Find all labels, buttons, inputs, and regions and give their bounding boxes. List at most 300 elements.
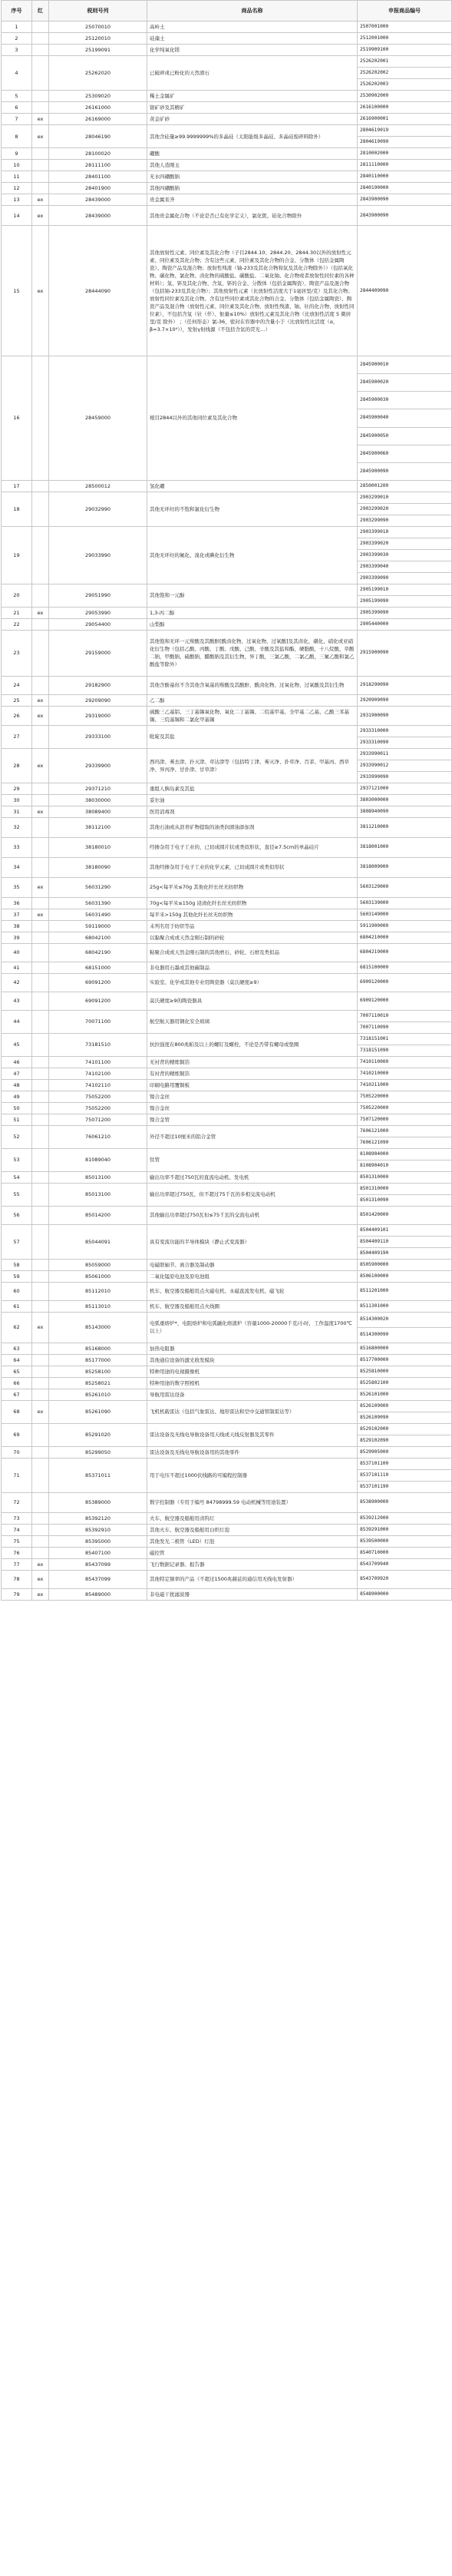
cell-mark: ex [32,194,49,206]
cell-declare-code: 5911900000 [358,920,452,932]
cell-declare-code: 8511301000 [358,1300,452,1312]
cell-goods-name: 雷达设备及无线电导航设备用天线或天线反射器及其零件 [147,1423,358,1446]
cell-tariff: 74102100 [49,1068,147,1079]
cell-seq: 45 [2,1033,32,1056]
cell-declare-code: 8543709940 [358,1558,452,1570]
cell-seq: 1 [2,22,32,33]
table-row [2,1010,452,1021]
table-row [2,148,452,160]
cell-goods-name: 氢化硼 [147,480,358,492]
table-row [2,897,452,909]
cell-declare-code: 2850001200 [358,480,452,492]
cell-seq: 23 [2,630,32,676]
cell-declare-code: 2616900001 [358,114,452,125]
cell-tariff: 85407100 [49,1547,147,1558]
cell-tariff: 25120010 [49,33,147,45]
table-row [2,1354,452,1366]
cell-mark [32,1492,49,1512]
cell-declare-code: 2804619019 [358,125,452,137]
cell-mark [32,1423,49,1446]
table-row [2,783,452,794]
cell-seq: 55 [2,1183,32,1206]
table-row [2,1512,452,1524]
table-row [2,171,452,183]
cell-mark [32,1300,49,1312]
cell-goods-name: 黄金矿砂 [147,114,358,125]
table-row [2,1282,452,1300]
cell-declare-code: 2933310090 [358,737,452,748]
cell-mark [32,160,49,171]
cell-tariff: 75052200 [49,1091,147,1102]
cell-tariff: 85044091 [49,1224,147,1259]
cell-goods-name: 吡啶及其盐 [147,725,358,748]
cell-declare-code: 2903399040 [358,561,452,572]
cell-tariff: 38180010 [49,837,147,857]
cell-tariff: 85489000 [49,1588,147,1600]
table-row [2,1079,452,1091]
cell-goods-name: 1,3-丙二醇 [147,607,358,618]
cell-tariff: 29159000 [49,630,147,676]
cell-seq: 57 [2,1224,32,1259]
cell-tariff: 29051990 [49,584,147,607]
cell-seq: 17 [2,480,32,492]
cell-seq: 39 [2,932,32,943]
cell-seq: 74 [2,1524,32,1535]
cell-mark: ex [32,806,49,817]
cell-mark [32,1183,49,1206]
cell-seq: 28 [2,748,32,783]
cell-goods-name: 其他人造刚玉 [147,160,358,171]
cell-mark [32,1354,49,1366]
cell-tariff: 29319000 [49,706,147,725]
cell-seq: 66 [2,1377,32,1389]
cell-goods-name: 电磁联轴节、离合器及制动器 [147,1259,358,1270]
cell-goods-name: 其他输出功率超过750瓦但≤75千瓦的交流电动机 [147,1206,358,1224]
cell-declare-code: 7505220000 [358,1102,452,1114]
cell-declare-code: 8501420000 [358,1206,452,1224]
cell-seq: 56 [2,1206,32,1224]
cell-goods-name: 其他通信设备的激光收发模块 [147,1354,358,1366]
cell-declare-code: 2512001000 [358,33,452,45]
cell-seq: 40 [2,943,32,962]
cell-tariff: 68151000 [49,962,147,973]
cell-tariff: 85112010 [49,1282,147,1300]
table-row [2,160,452,171]
table-row [2,962,452,973]
cell-mark: ex [32,1588,49,1600]
cell-tariff: 28111100 [49,160,147,171]
goods-table [1,0,452,1601]
cell-goods-name: 70g<每平米≤150g 浸渍化纤长丝无纺织物 [147,897,358,909]
table-row [2,1535,452,1547]
table-row [2,1102,452,1114]
cell-goods-name: 其他饱和一元醇 [147,584,358,607]
cell-declare-code: 5603139000 [358,897,452,909]
cell-goods-name: 其他含硅量≥99.9999999%的多晶硅（太阳能级多晶硅、多晶硅废碎料除外） [147,125,358,148]
cell-mark [32,1125,49,1148]
cell-declare-code: 2616100000 [358,102,452,114]
cell-mark [32,148,49,160]
cell-declare-code: 8108904000 [358,1148,452,1160]
cell-mark [32,45,49,56]
cell-seq: 11 [2,171,32,183]
cell-mark: ex [32,114,49,125]
cell-goods-name: 飞机机载雷达（包括气象雷达、地形雷达和空中交通管制雷达等） [147,1400,358,1423]
cell-declare-code: 8505900000 [358,1259,452,1270]
cell-seq: 7 [2,114,32,125]
cell-goods-name: 有衬背的精炼铜箔 [147,1068,358,1079]
table-row [2,992,452,1010]
table-row [2,1091,452,1102]
cell-goods-name: 山梨醇 [147,618,358,630]
table-row [2,607,452,618]
cell-goods-name: 磁控管 [147,1547,358,1558]
cell-goods-name: 印刷电路用覆铜板 [147,1079,358,1091]
cell-tariff: 85143000 [49,1312,147,1343]
cell-seq: 5 [2,91,32,102]
cell-tariff: 38030000 [49,794,147,806]
table-row [2,1171,452,1183]
cell-mark: ex [32,694,49,706]
cell-mark [32,22,49,33]
cell-declare-code: 8539500000 [358,1535,452,1547]
table-row [2,1148,452,1160]
cell-declare-code: 8516800000 [358,1343,452,1354]
table-row [2,1400,452,1412]
cell-seq: 33 [2,837,32,857]
table-row [2,1312,452,1327]
cell-seq: 20 [2,584,32,607]
cell-mark [32,1068,49,1079]
cell-seq: 19 [2,526,32,584]
cell-declare-code: 8529102000 [358,1423,452,1435]
cell-goods-name: 二氧化锰原电池及原电池组 [147,1270,358,1282]
cell-mark [32,932,49,943]
cell-tariff: 85258021 [49,1377,147,1389]
table-row [2,909,452,920]
cell-tariff: 68042100 [49,932,147,943]
cell-declare-code: 2905399090 [358,607,452,618]
cell-declare-code: 2905199090 [358,595,452,607]
cell-tariff: 69091200 [49,973,147,992]
cell-tariff: 29333100 [49,725,147,748]
cell-goods-name: 其他放射性元素、同位素及其化合物（子目2844.10、2844.20、2844.30以外的放射性元素、同位素及其化合物；含有这些元素、同位素及其化合物的合金、分散体（包括金属陶瓷）、陶瓷产品及混合物；放射性残渣（铀-233及其化合物和氚及其化合物除外））（包括氧化物、碳化物、氯化物、卤化物的硫酸盐、碳酸盐、二氧化铀、化合物或者放射性同位素的各种材料）；氚、钚及其化合物、含氚、钚的合金、分散体（包括金属陶瓷）、陶瓷产品及混合物（包括铀-233及其化合物）；其他放射性元素（比放射性活度大于1毫居里/克）及其化合物；放射性同位素及其化合物、含有这些同位素或其化合物的合金、分散体（包括金属陶瓷）、陶瓷产品及混合物（放射性元素、同位素及其化合物、放射性残渣、铀、钍的化合物、放射性同位素），不包括含氚（钍（仟）、钷量≤10%）放射性元素及其化合物（比放射性活度 5 微居里/克 除外） ；（任何形态）氯-36，密封在容器中的含量小于（比放射性比活度（α，β=3.7×10⁴）），发射γ射线源（不包括含氚的荧光…） [147,226,358,356]
table-row [2,33,452,45]
table-row [2,1570,452,1588]
table-row [2,584,452,595]
cell-declare-code: 8501310000 [358,1183,452,1194]
cell-tariff: 85389000 [49,1492,147,1512]
cell-declare-code: 2845900060 [358,445,452,462]
cell-declare-code: 6804210000 [358,932,452,943]
cell-mark [32,943,49,962]
cell-declare-code: 8517700000 [358,1354,452,1366]
cell-goods-name: 西玛津、莠去津、扑灭津、草达津等（包括特丁津、莠灭净、扑草净、百菲、甲基丙、西草净、异丙净、甘扑津、甘草津） [147,748,358,783]
cell-seq: 77 [2,1558,32,1570]
table-row [2,125,452,137]
cell-goods-name: 镍合金管 [147,1114,358,1125]
cell-goods-name: 其他贵金属化合物（不论是否已有化学定义），氯化铌、铂化合物除外 [147,206,358,226]
cell-declare-code: 2507001000 [358,22,452,33]
table-row [2,806,452,817]
cell-declare-code: 3811210000 [358,817,452,837]
cell-seq: 38 [2,920,32,932]
cell-mark [32,962,49,973]
cell-seq: 75 [2,1535,32,1547]
cell-mark [32,920,49,932]
table-row [2,1300,452,1312]
table-row [2,91,452,102]
cell-goods-name: 火车、航空器及船舶用卤钨灯 [147,1512,358,1524]
cell-mark [32,1056,49,1068]
header-goods-name: 商品名称 [147,1,358,22]
cell-goods-name: 硫酸三乙基铝、三丁基锡氧化物、氧化二丁基锡、二烷基甲基、全甲基二乙基、乙酸三苯基锡、三烷基锡和二氯化甲基锡 [147,706,358,725]
cell-tariff: 28401100 [49,171,147,183]
cell-tariff: 56031490 [49,909,147,920]
cell-mark [32,1102,49,1114]
cell-goods-name: 钛管 [147,1148,358,1171]
cell-declare-code: 8514300020 [358,1312,452,1327]
cell-tariff: 56031290 [49,877,147,897]
cell-declare-code: 8525802100 [358,1377,452,1389]
cell-goods-name: 其他四硼酸钠 [147,183,358,194]
cell-mark: ex [32,1312,49,1343]
cell-seq: 34 [2,857,32,877]
cell-seq: 50 [2,1102,32,1114]
cell-declare-code: 7318151090 [358,1045,452,1056]
cell-declare-code: 2903399090 [358,572,452,584]
table-row [2,1259,452,1270]
cell-declare-code: 2920909090 [358,694,452,706]
cell-tariff: 85113010 [49,1300,147,1312]
cell-tariff: 85395000 [49,1535,147,1547]
cell-declare-code: 2530902000 [358,91,452,102]
cell-seq: 30 [2,794,32,806]
cell-declare-code: 3808940090 [358,806,452,817]
cell-seq: 58 [2,1259,32,1270]
cell-mark [32,91,49,102]
cell-declare-code: 8506100000 [358,1270,452,1282]
table-row [2,56,452,68]
cell-mark [32,183,49,194]
cell-mark [32,817,49,837]
cell-seq: 44 [2,1010,32,1033]
cell-mark [32,837,49,857]
cell-seq: 8 [2,125,32,148]
table-header [2,1,452,22]
cell-seq: 53 [2,1148,32,1171]
header-tariff: 税则号列 [49,1,147,22]
cell-seq: 6 [2,102,32,114]
cell-mark [32,897,49,909]
cell-declare-code: 7410110000 [358,1056,452,1068]
table-row [2,1114,452,1125]
table-row [2,206,452,226]
cell-goods-name: 未列名用于纺织等品 [147,920,358,932]
cell-goods-name: 根目2844以外的其他同位素及其化合物 [147,356,358,481]
cell-tariff: 85177000 [49,1354,147,1366]
cell-declare-code: 7606121090 [358,1137,452,1148]
table-row [2,932,452,943]
cell-tariff: 75052200 [49,1102,147,1114]
cell-goods-name: 实验室、化学或其他专业用陶瓷器（莫氏硬度≥9） [147,973,358,992]
cell-mark [32,1366,49,1377]
cell-tariff: 56031390 [49,897,147,909]
cell-tariff: 29339900 [49,748,147,783]
cell-declare-code: 2903399030 [358,549,452,561]
cell-goods-name: 医用消毒剂 [147,806,358,817]
cell-tariff: 28046190 [49,125,147,148]
cell-seq: 59 [2,1270,32,1282]
cell-tariff: 85061000 [49,1270,147,1282]
cell-tariff: 85014200 [49,1206,147,1224]
table-row [2,837,452,857]
table-row [2,226,452,356]
cell-goods-name: 雷达设备及无线电导航设备用的其他零件 [147,1446,358,1458]
cell-mark [32,1377,49,1389]
cell-seq: 4 [2,56,32,91]
cell-declare-code: 2840190000 [358,183,452,194]
table-row [2,492,452,503]
cell-seq: 68 [2,1400,32,1423]
cell-seq: 26 [2,706,32,725]
cell-declare-code: 8529102090 [358,1435,452,1446]
cell-mark [32,618,49,630]
cell-goods-name: 其他火车、航空器及船舶用白炽灯泡 [147,1524,358,1535]
cell-seq: 43 [2,992,32,1010]
cell-seq: 42 [2,973,32,992]
cell-declare-code: 2915900090 [358,630,452,676]
cell-seq: 31 [2,806,32,817]
cell-tariff: 28439000 [49,194,147,206]
cell-seq: 24 [2,676,32,694]
cell-mark [32,783,49,794]
cell-goods-name: 其他无环烃的氟化、溴化或碘化衍生物 [147,526,358,584]
cell-mark [32,725,49,748]
cell-declare-code: 2526202002 [358,68,452,79]
cell-seq: 78 [2,1570,32,1588]
cell-seq: 13 [2,194,32,206]
cell-declare-code: 2845900030 [358,392,452,409]
cell-goods-name: 其他无环烃的不饱和氯化衍生物 [147,492,358,526]
table-row [2,480,452,492]
cell-declare-code: 8540710000 [358,1547,452,1558]
cell-goods-name: 粘聚合成或天然金刚石制的其他磨石、砂轮、石磨及类似品 [147,943,358,962]
table-row [2,22,452,33]
table-row [2,676,452,694]
cell-declare-code: 8537101110 [358,1469,452,1481]
cell-tariff: 85059000 [49,1259,147,1270]
cell-tariff: 25199091 [49,45,147,56]
cell-goods-name: 电弧重熔炉*、电阻熔炉和电弧融化熔渣炉（容量1000-20000千克/小时，工作温度1700℃以上） [147,1312,358,1343]
cell-seq: 51 [2,1114,32,1125]
cell-mark [32,171,49,183]
cell-tariff: 73181510 [49,1033,147,1056]
cell-tariff: 85258100 [49,1366,147,1377]
table-row [2,1446,452,1458]
cell-declare-code: 8537101190 [358,1481,452,1492]
cell-tariff: 69091200 [49,992,147,1010]
cell-mark [32,1458,49,1492]
cell-declare-code: 6804219000 [358,943,452,962]
table-row [2,114,452,125]
table-row [2,1492,452,1512]
cell-goods-name: 无衬背的精炼铜箔 [147,1056,358,1068]
cell-seq: 64 [2,1354,32,1366]
table-row [2,1125,452,1137]
table-row [2,857,452,877]
table-row [2,920,452,932]
cell-seq: 25 [2,694,32,706]
cell-seq: 18 [2,492,32,526]
table-row [2,706,452,725]
cell-seq: 12 [2,183,32,194]
cell-tariff: 85291020 [49,1423,147,1446]
cell-declare-code: 7410210000 [358,1068,452,1079]
cell-declare-code: 8539291000 [358,1524,452,1535]
cell-mark: ex [32,1400,49,1423]
cell-goods-name: 输出功率不超过750瓦的直流电动机、发电机 [147,1171,358,1183]
cell-goods-name: 每平米>150g 其他化纤长丝无纺织物 [147,909,358,920]
cell-tariff: 28100020 [49,148,147,160]
cell-mark [32,33,49,45]
cell-mark: ex [32,607,49,618]
cell-goods-name: 化学纯氧化镁 [147,45,358,56]
cell-declare-code: 6909120000 [358,992,452,1010]
cell-mark [32,1524,49,1535]
cell-goods-name: 导航用雷达设备 [147,1389,358,1400]
cell-tariff: 28401900 [49,183,147,194]
cell-tariff: 29054400 [49,618,147,630]
cell-seq: 29 [2,783,32,794]
cell-seq: 70 [2,1446,32,1458]
cell-goods-name: 经掺杂用于电子工业的，已切成圆片状或类似形状，直径≥7.5cm的单晶硅片 [147,837,358,857]
cell-mark [32,1259,49,1270]
cell-declare-code: 5603129000 [358,877,452,897]
cell-declare-code: 7007110090 [358,1021,452,1033]
cell-seq: 79 [2,1588,32,1600]
table-row [2,1547,452,1558]
cell-tariff: 81089040 [49,1148,147,1171]
cell-tariff: 38112100 [49,817,147,837]
table-row [2,618,452,630]
table-row [2,1343,452,1354]
cell-declare-code: 2843900090 [358,206,452,226]
cell-tariff: 85168000 [49,1343,147,1354]
cell-seq: 36 [2,897,32,909]
cell-declare-code: 2903299010 [358,492,452,503]
cell-declare-code: 8525810000 [358,1366,452,1377]
cell-tariff: 25262020 [49,56,147,91]
cell-declare-code: 2903299090 [358,515,452,526]
cell-goods-name: 硅藻土 [147,33,358,45]
cell-tariff: 74101100 [49,1056,147,1068]
table-row [2,1206,452,1224]
cell-tariff: 85392910 [49,1524,147,1535]
cell-tariff: 68042190 [49,943,147,962]
cell-tariff: 28459000 [49,356,147,481]
cell-goods-name: 高岭土 [147,22,358,33]
table-row [2,1377,452,1389]
table-row [2,725,452,737]
cell-mark [32,1206,49,1224]
cell-seq: 72 [2,1492,32,1512]
cell-seq: 21 [2,607,32,618]
cell-declare-code: 2526202003 [358,79,452,91]
cell-seq: 46 [2,1056,32,1068]
cell-declare-code: 8526101000 [358,1389,452,1400]
cell-seq: 62 [2,1312,32,1343]
